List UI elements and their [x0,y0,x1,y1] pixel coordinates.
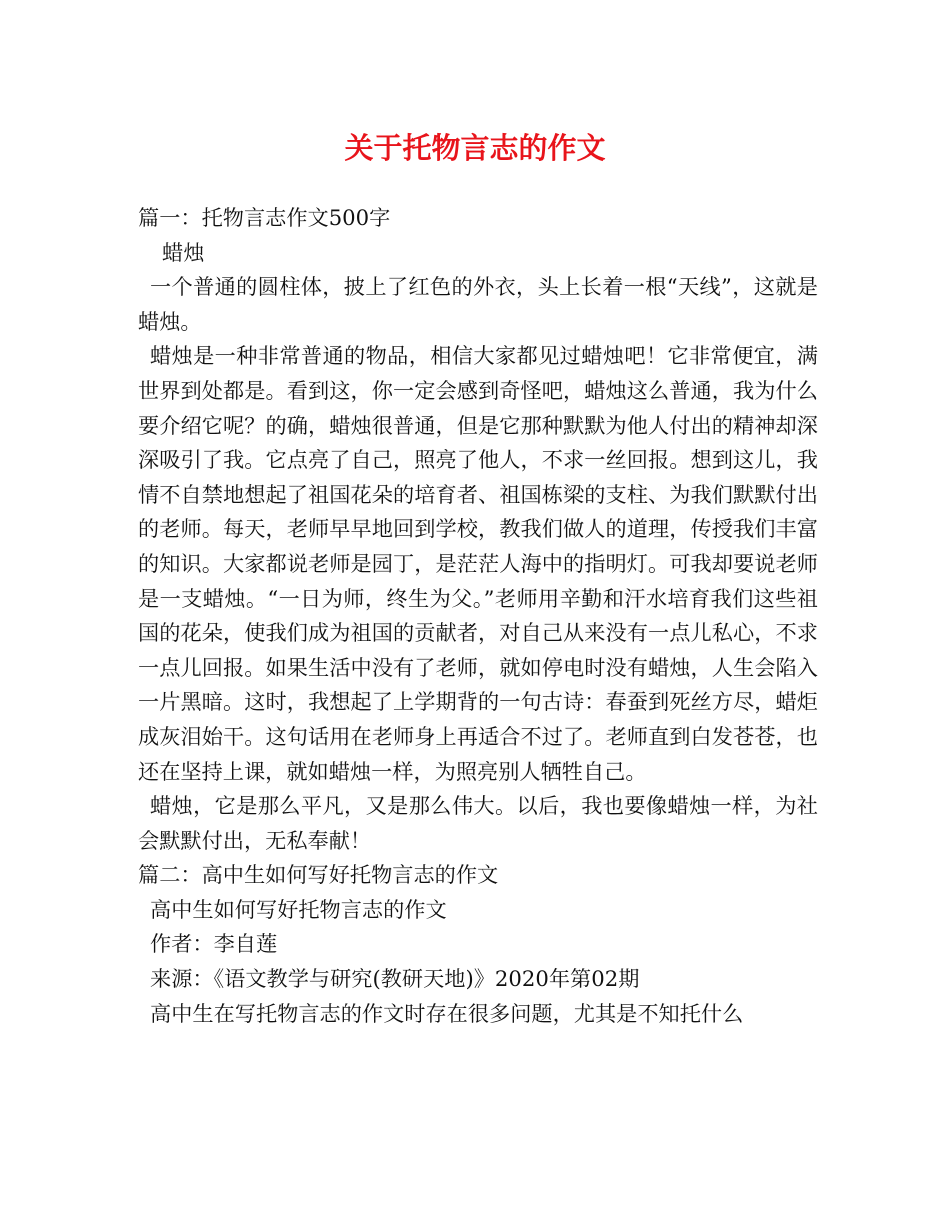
paragraph-3: 蜡烛，它是那么平凡，又是那么伟大。以后，我也要像蜡烛一样，为社会默默付出，无私奉献！ [138,793,818,853]
section2-title: 高中生如何写好托物言志的作文 [150,896,447,922]
paragraph-2: 蜡烛是一种非常普通的物品，相信大家都见过蜡烛吧！它非常便宜，满世界到处都是。看到这，你一定会感到奇怪吧，蜡烛这么普通，我为什么要介绍它呢？的确，蜡烛很普通，但是它那种默默为他人付出的精神却深深吸引了我。它点亮了自己，照亮了他人，不求一丝回报。想到这儿，我情不自禁地想起了祖国花朵的培育者、祖国栋梁的支柱、为我们默默付出的老师。每天，老师早早地回到学校，教我们做人的道理，传授我们丰富的知识。大家都说老师是园丁，是茫茫人海中的指明灯。可我却要说老师是一支蜡烛。“一日为师，终生为父。”老师用辛勤和汗水培育我们这些祖国的花朵，使我们成为祖国的贡献者，对自己从来没有一点儿私心，不求一点儿回报。如果生活中没有了老师，就如停电时没有蜡烛，人生会陷入一片黑暗。这时，我想起了上学期背的一句古诗：春蚕到死丝方尽，蜡炬成灰泪始干。这句话用在老师身上再适合不过了。老师直到白发苍苍，也还在坚持上课，就如蜡烛一样，为照亮别人牺牲自己。 [138,343,818,784]
section1-heading: 篇一：托物言志作文500字 [138,205,391,230]
section2-heading: 篇二：高中生如何写好托物言志的作文 [138,862,499,888]
section2-source: 来源：《语文教学与研究(教研天地)》2020年第02期 [150,966,640,992]
document-title: 关于托物言志的作文 [344,131,606,165]
document-body [138,201,818,1031]
section2-author: 作者：李自莲 [150,931,278,957]
paragraph-4: 高中生在写托物言志的作文时存在很多问题，尤其是不知托什么 [150,1000,744,1026]
paragraph-1: 一个普通的圆柱体，披上了红色的外衣，头上长着一根“天线”，这就是蜡烛。 [138,274,818,334]
section1-subtitle: 蜡烛 [162,239,205,265]
